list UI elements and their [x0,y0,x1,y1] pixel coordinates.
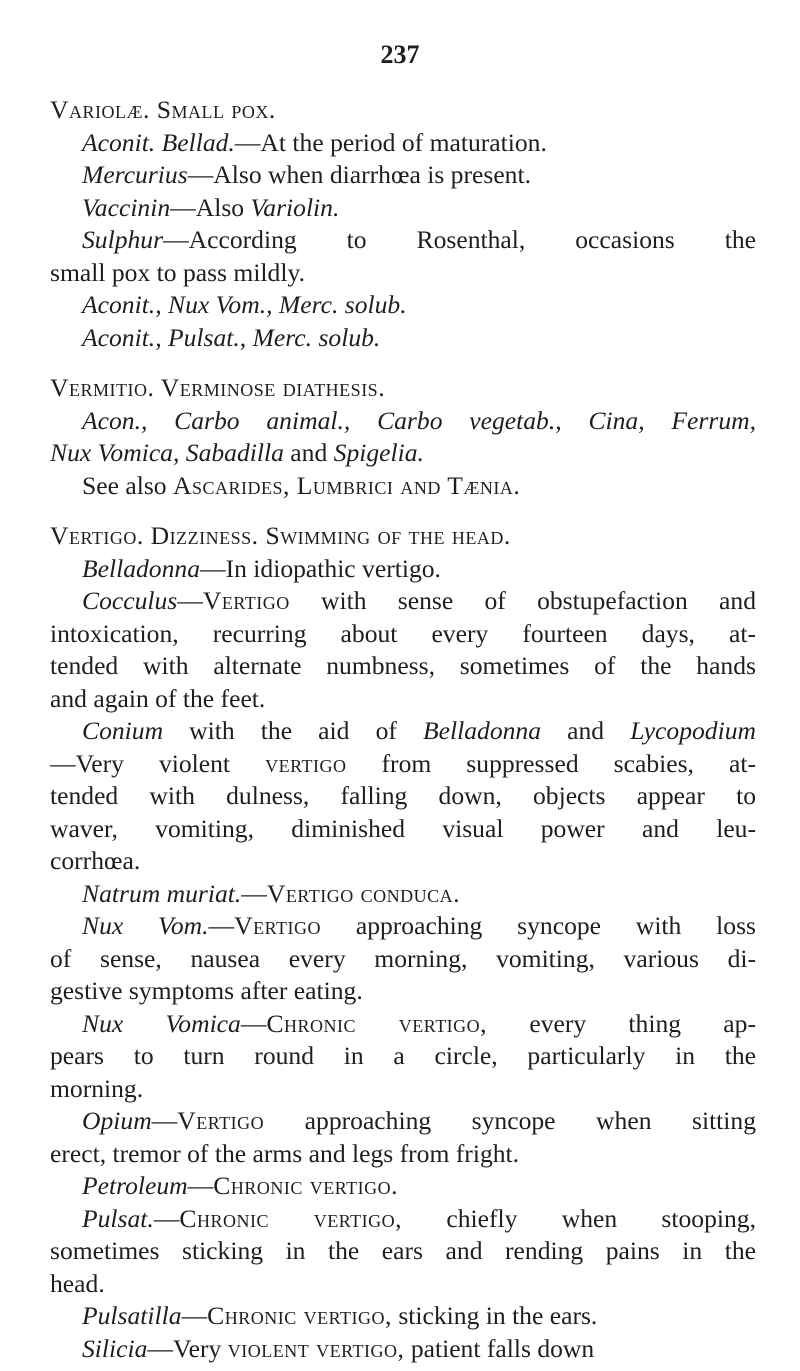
text-line: Conium with the aid of Belladonna and Lycopodium [82,716,756,745]
text-line: Cocculus—Vertigo with sense of obstupefaction and [82,586,756,615]
section-vermitio [50,372,756,502]
section-heading: Vermitio. Verminose diathesis. [50,373,386,402]
text-line: Pulsatilla—Chronic vertigo, sticking in the ears. [82,1301,598,1330]
text-line: Pulsat.—Chronic vertigo, chiefly when stooping, [82,1203,756,1233]
text-line: Aconit., Nux Vom., Merc. solub. [82,290,407,319]
page-body [50,94,756,1365]
text-line: —Very violent vertigo from suppressed scabies, at- [50,748,756,778]
text-line: and again of the feet. [50,683,266,713]
text-line: Nux Vom.—Vertigo approaching syncope with loss [82,911,756,940]
text-line: Acon., Carbo animal., Carbo vegetab., Cina, Ferrum, [82,405,756,435]
text-line: of sense, nausea every morning, vomiting, various di- [50,943,756,973]
text-line: erect, tremor of the arms and legs from fright. [50,1138,520,1168]
text-line: Aconit., Pulsat., Merc. solub. [82,322,381,352]
text-line: Sulphur—According to Rosenthal, occasions the [82,225,756,254]
text-line: Belladonna—In idiopathic vertigo. [82,553,441,583]
page-number: 237 [380,40,420,69]
text-line: intoxication, recurring about every fourteen days, at- [50,618,756,648]
text-line: tended with alternate numbness, sometimes of the hands [50,651,756,680]
text-line: morning. [50,1073,144,1103]
section-heading: Variolæ. Small pox. [50,95,276,124]
section-vertigo [50,520,756,1365]
text-line: Nux Vomica, Sabadilla and Spigelia. [50,438,424,467]
text-line: small pox to pass mildly. [50,257,305,287]
section-heading: Vertigo. Dizziness. Swimming of the head. [50,521,511,550]
section-variolae [50,94,756,354]
text-line: corrhœa. [50,846,141,875]
text-line: head. [50,1268,105,1298]
text-line: Nux Vomica—Chronic vertigo, every thing ap- [82,1008,756,1038]
text-line: waver, vomiting, diminished visual power and leu- [50,813,756,843]
text-line: Silicia—Very violent vertigo, patient falls down [82,1333,595,1363]
text-line: tended with dulness, falling down, objects appear to [50,781,756,810]
text-line: See also Ascarides, Lumbrici and Tænia. [82,470,521,500]
text-line: Aconit. Bellad.—At the period of maturation. [82,127,547,157]
text-line: pears to turn round in a circle, particularly in the [50,1041,756,1070]
text-line: Mercurius—Also when diarrhœa is present. [82,160,531,189]
text-line: sometimes sticking in the ears and rending pains in the [50,1236,756,1265]
text-line: Vaccinin—Also Variolin. [82,192,340,222]
text-line: Natrum muriat.—Vertigo conduca. [82,878,461,908]
text-line: Petroleum—Chronic vertigo. [82,1171,399,1200]
text-line: gestive symptoms after eating. [50,976,363,1005]
text-line: Opium—Vertigo approaching syncope when sitting [82,1106,756,1135]
